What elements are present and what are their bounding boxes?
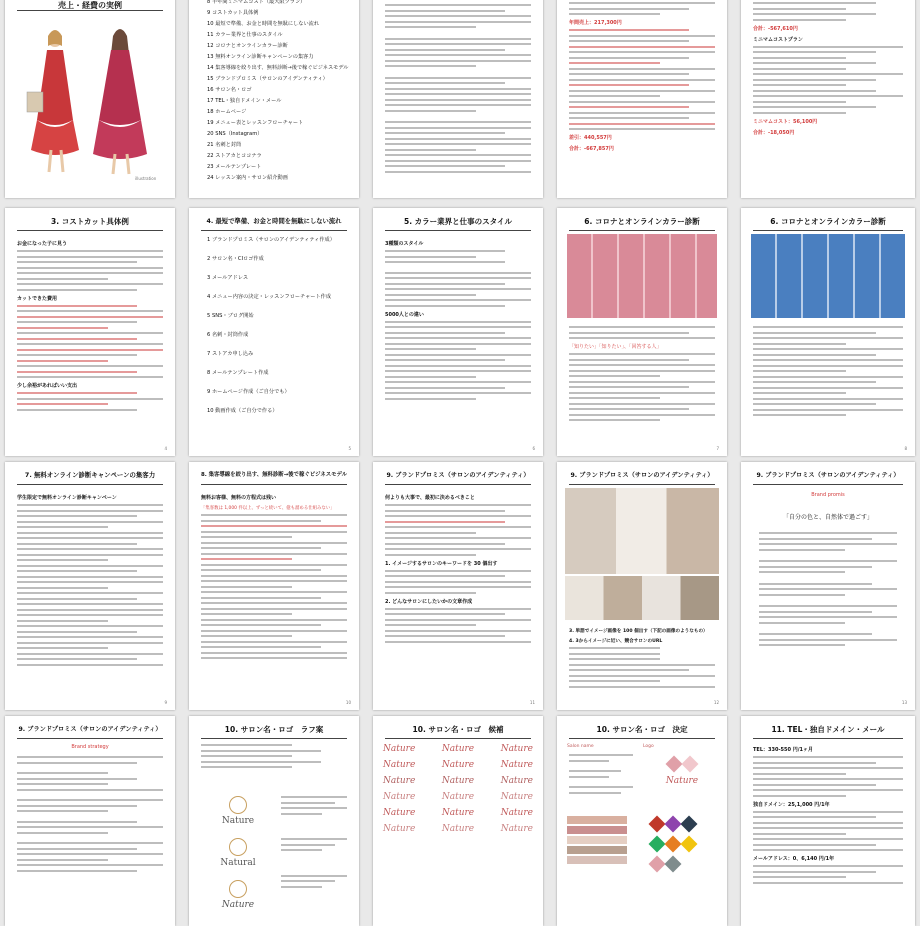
logo-candidate: Nature [441,792,475,802]
logo-candidate: Nature [500,792,533,802]
toc-item[interactable]: 20 SNS（Instagram） [207,131,263,137]
flow-item: 9 ホームページ作成（ご自分でも） [207,389,290,395]
page-logo-final [557,716,727,926]
page-body-text [373,0,543,198]
page-title: 6. コロナとオンラインカラー診断 [770,217,886,226]
page-title: 9. ブランドプロミス（サロンのアイデンティティ） [756,472,900,479]
online-session-photo [751,234,905,318]
flow-item: 3 メールアドレス [207,275,249,281]
toc-item[interactable]: 9 コストカット具体例 [207,10,259,16]
logo-candidate: Nature [441,744,475,754]
logo-candidate: Nature [441,824,475,834]
page-sales [557,0,727,198]
page-brand-2: 9. ブランドプロミス（サロンのアイデンティティ） 3. 単語でイメージ画像を 100 個出す（下記の画像のようなもの） 4. 3からイメージに近い、競合サロンのURL 12 [557,462,727,710]
page-title: 9. ブランドプロミス（サロンのアイデンティティ） [18,726,162,733]
section-heading: お金になった子に見う [17,241,68,247]
page-title: 8. 集客導線を絞り出す、無料診断→後で稼ぐビジネスモデル [200,472,348,478]
page-title: 11. TEL・独自ドメイン・メール [771,725,885,734]
toc-item[interactable]: 22 ストアカとココナラ [207,153,262,159]
toc-item[interactable]: 15 ブランドプロミス（サロンのアイデンティティ） [207,76,328,82]
flow-item: 10 動画作成（ご自分で作る） [207,408,278,414]
toc-list [207,0,349,185]
section-heading: TEL：330-550 円/1ヶ月 [753,747,814,753]
toc-item[interactable]: 10 最短で準備、お金と時間を無駄にしない流れ [207,21,320,27]
toc-item[interactable]: 18 ホームページ [207,109,247,115]
minimal-heading: ミニマムコストプラン [753,36,803,43]
page-campaign: 7. 無料オンライン診断キャンペーンの集客力 学生限定で無料オンライン診断キャンペーン 9 [5,462,175,710]
page-brand-4 [5,716,175,926]
page-business-model: 8. 集客導線を絞り出す、無料診断→後で稼ぐビジネスモデル 無料お客様、無料の方程式は残い 「集客数は 1,000 件以上、ずっと続いて、億も溜める仕組みない」 10 [189,462,359,710]
logo-candidate: Nature [383,744,416,754]
section-heading: 少し余裕があればいい支出 [17,383,78,389]
page-cover [5,0,175,198]
flow-item: 7 ストアカ申し込み [207,351,254,357]
toc-item[interactable]: 11 カラー業界と仕事のスタイル [207,32,283,38]
logo-draft: Nature [221,816,255,826]
page-title: 6. コロナとオンラインカラー診断 [584,217,700,226]
toc-item[interactable]: 13 無料オンライン診断キャンペーンの集客力 [207,54,314,60]
page-title: 売上・経費の実例 [58,1,122,10]
flow-item: 6 名刺・封筒作成 [207,332,249,338]
toc-item[interactable]: 23 メールテンプレート [207,164,262,170]
page-minimal [741,0,915,198]
toc-item[interactable]: 12 コロナとオンラインカラー診断 [207,43,288,49]
brand-strategy-label: Brand strategy [71,744,109,750]
logo-candidate: Nature [383,776,416,786]
logo-color-variants [649,816,715,876]
page-logo-candidates [373,716,543,926]
section-heading: 何よりも大事で、最初に決めるべきこと [385,495,475,501]
logo-candidate: Nature [500,808,533,818]
page-title: 9. ブランドプロミス（サロンのアイデンティティ） [570,472,714,479]
sales-label: 合計：-667,857円 [569,146,614,152]
sales-label: 年間売上：217,300円 [569,20,622,26]
brand-promise-quote: 「自分の色と、自然体で過ごす」 [782,514,873,521]
flow-item: 1 ブランドプロミス（サロンのアイデンティティ作成） [207,237,335,243]
minimal-label: 合計：-567,610円 [753,25,798,32]
flow-item: 8 メールテンプレート作成 [207,370,269,376]
toc-item[interactable]: 24 レッスン案内・サロン紹介動画 [207,175,288,181]
toc-item[interactable]: 16 サロン名・ロゴ [207,87,252,93]
page-title: 10. サロン名・ロゴ 決定 [596,725,688,734]
final-logo: Nature [647,756,717,786]
section-heading: 3. 単語でイメージ画像を 100 個出す（下記の画像のようなもの） [569,629,708,634]
logo-candidate: Nature [500,824,533,834]
color-palette [567,816,627,866]
section-heading: 無料お客様、無料の方程式は残い [201,495,277,501]
page-title: 10. サロン名・ロゴ ラフ案 [224,725,324,734]
section-heading: 独自ドメイン：25,1,000 円/1年 [753,801,830,808]
fashion-illustration [15,22,165,182]
logo-candidate: Nature [383,808,416,818]
page-flow: 4. 最短で準備、お金と時間を無駄にしない流れ 1 ブランドプロミス（サロンのアイデンティティ作成） 2 サロン名・CIロゴ作成 3 メールアドレス 4 メニュー内容の決定・レッスンフローチャート作成 5 SNS・ブログ開始 6 名刺・封筒作成 7 ストアカ申し込み 8 メールテンプレート作成 9 ホームページ作成（ご自分でも） 10 動画作成（ご自分で作る） 5 [189,208,359,456]
online-session-photo [567,234,717,318]
flow-list [207,236,349,426]
mood-board [565,576,719,620]
section-heading: 1. イメージするサロンのキーワードを 30 個出す [385,560,498,567]
sales-label: 差引：440,557円 [569,135,612,141]
logo-candidate: Nature [383,792,416,802]
toc-item[interactable]: 8 半年間ミニマムコスト（最大限プラン） [207,0,306,5]
toc-item[interactable]: 14 集客導線を絞り出す、無料診断→後で稼ぐビジネスモデル [207,65,349,71]
page-brand-1: 9. ブランドプロミス（サロンのアイデンティティ） 何よりも大事で、最初に決めるべきこと 1. イメージするサロンのキーワードを 30 個出す 2. どんなサロンにしたいかの文章作成 11 [373,462,543,710]
page-cost-cut: 3. コストカット具体例 お金になった子に見う カットできた費用 少し余裕があればいい支出 4 [5,208,175,456]
logo-candidate: Nature [500,760,533,770]
flow-item: 2 サロン名・CIロゴ作成 [207,256,264,262]
page-title: 9. ブランドプロミス（サロンのアイデンティティ） [386,472,530,479]
salon-name-label: Salon name [567,744,594,749]
page-online-blue: 6. コロナとオンラインカラー診断 8 [741,208,915,456]
logo-draft: Nature [221,900,255,910]
logo-candidate: Nature [441,760,475,770]
flow-item: 4 メニュー内容の決定・レッスンフローチャート作成 [207,294,332,300]
highlight-quote: 「集客数は 1,000 件以上、ずっと続いて、億も溜める仕組みない」 [201,506,335,511]
logo-candidate: Nature [500,744,533,754]
flow-item: 5 SNS・ブログ開始 [207,313,254,319]
section-heading: 5000人との違い [385,311,424,318]
logo-candidate: Nature [441,776,475,786]
section-heading: カットできた費用 [17,295,57,302]
page-title: 3. コストカット具体例 [51,217,129,226]
minimal-label: 合計：-18,050円 [753,129,795,136]
section-heading: 2. どんなサロンにしたいかの文章作成 [385,598,473,605]
minimal-label: ミニマムコスト：56,100円 [753,118,818,125]
mood-board [565,488,719,574]
page-toc [189,0,359,198]
toc-item[interactable]: 21 名刺と封筒 [207,142,242,148]
page-title: 5. カラー業界と仕事のスタイル [403,217,513,226]
page-logo-rough [189,716,359,926]
page-online-pink: 6. コロナとオンラインカラー診断 「知りたい」「知りたい」、「回答する人」 7 [557,208,727,456]
logo-label: Logo [643,744,654,749]
logo-candidate: Nature [500,776,533,786]
logo-draft: Natural [220,858,256,868]
page-brand-3: 9. ブランドプロミス（サロンのアイデンティティ） Brand promis 「自分の色と、自然体で過ごす」 13 [741,462,915,710]
section-heading: 学生限定で無料オンライン診断キャンペーン [17,495,117,501]
page-title: 7. 無料オンライン診断キャンペーンの集客力 [24,471,156,479]
page-industry: 5. カラー業界と仕事のスタイル 3種類のスタイル 5000人との違い 6 [373,208,543,456]
page-title: 10. サロン名・ロゴ 候補 [412,725,504,734]
highlight-quote: 「知りたい」「知りたい」、「回答する人」 [569,344,662,350]
section-heading: メールアドレス：0、6,140 円/1年 [753,856,835,862]
brand-promise-label: Brand promis [811,492,845,498]
page-domain [741,716,915,926]
logo-candidate: Nature [383,824,416,834]
logo-candidate: Nature [383,760,416,770]
page-title: 4. 最短で準備、お金と時間を無駄にしない流れ [206,218,342,225]
logo-candidate: Nature [441,808,475,818]
section-heading: 4. 3からイメージに近い、競合サロンのURL [569,639,663,644]
toc-item[interactable]: 19 メニュー表とレッスンフローチャート [207,120,304,126]
toc-item[interactable]: 17 TEL・独自ドメイン・メール [207,98,282,104]
illustration-note: illustration [135,176,157,181]
section-heading: 3種類のスタイル [385,241,424,247]
